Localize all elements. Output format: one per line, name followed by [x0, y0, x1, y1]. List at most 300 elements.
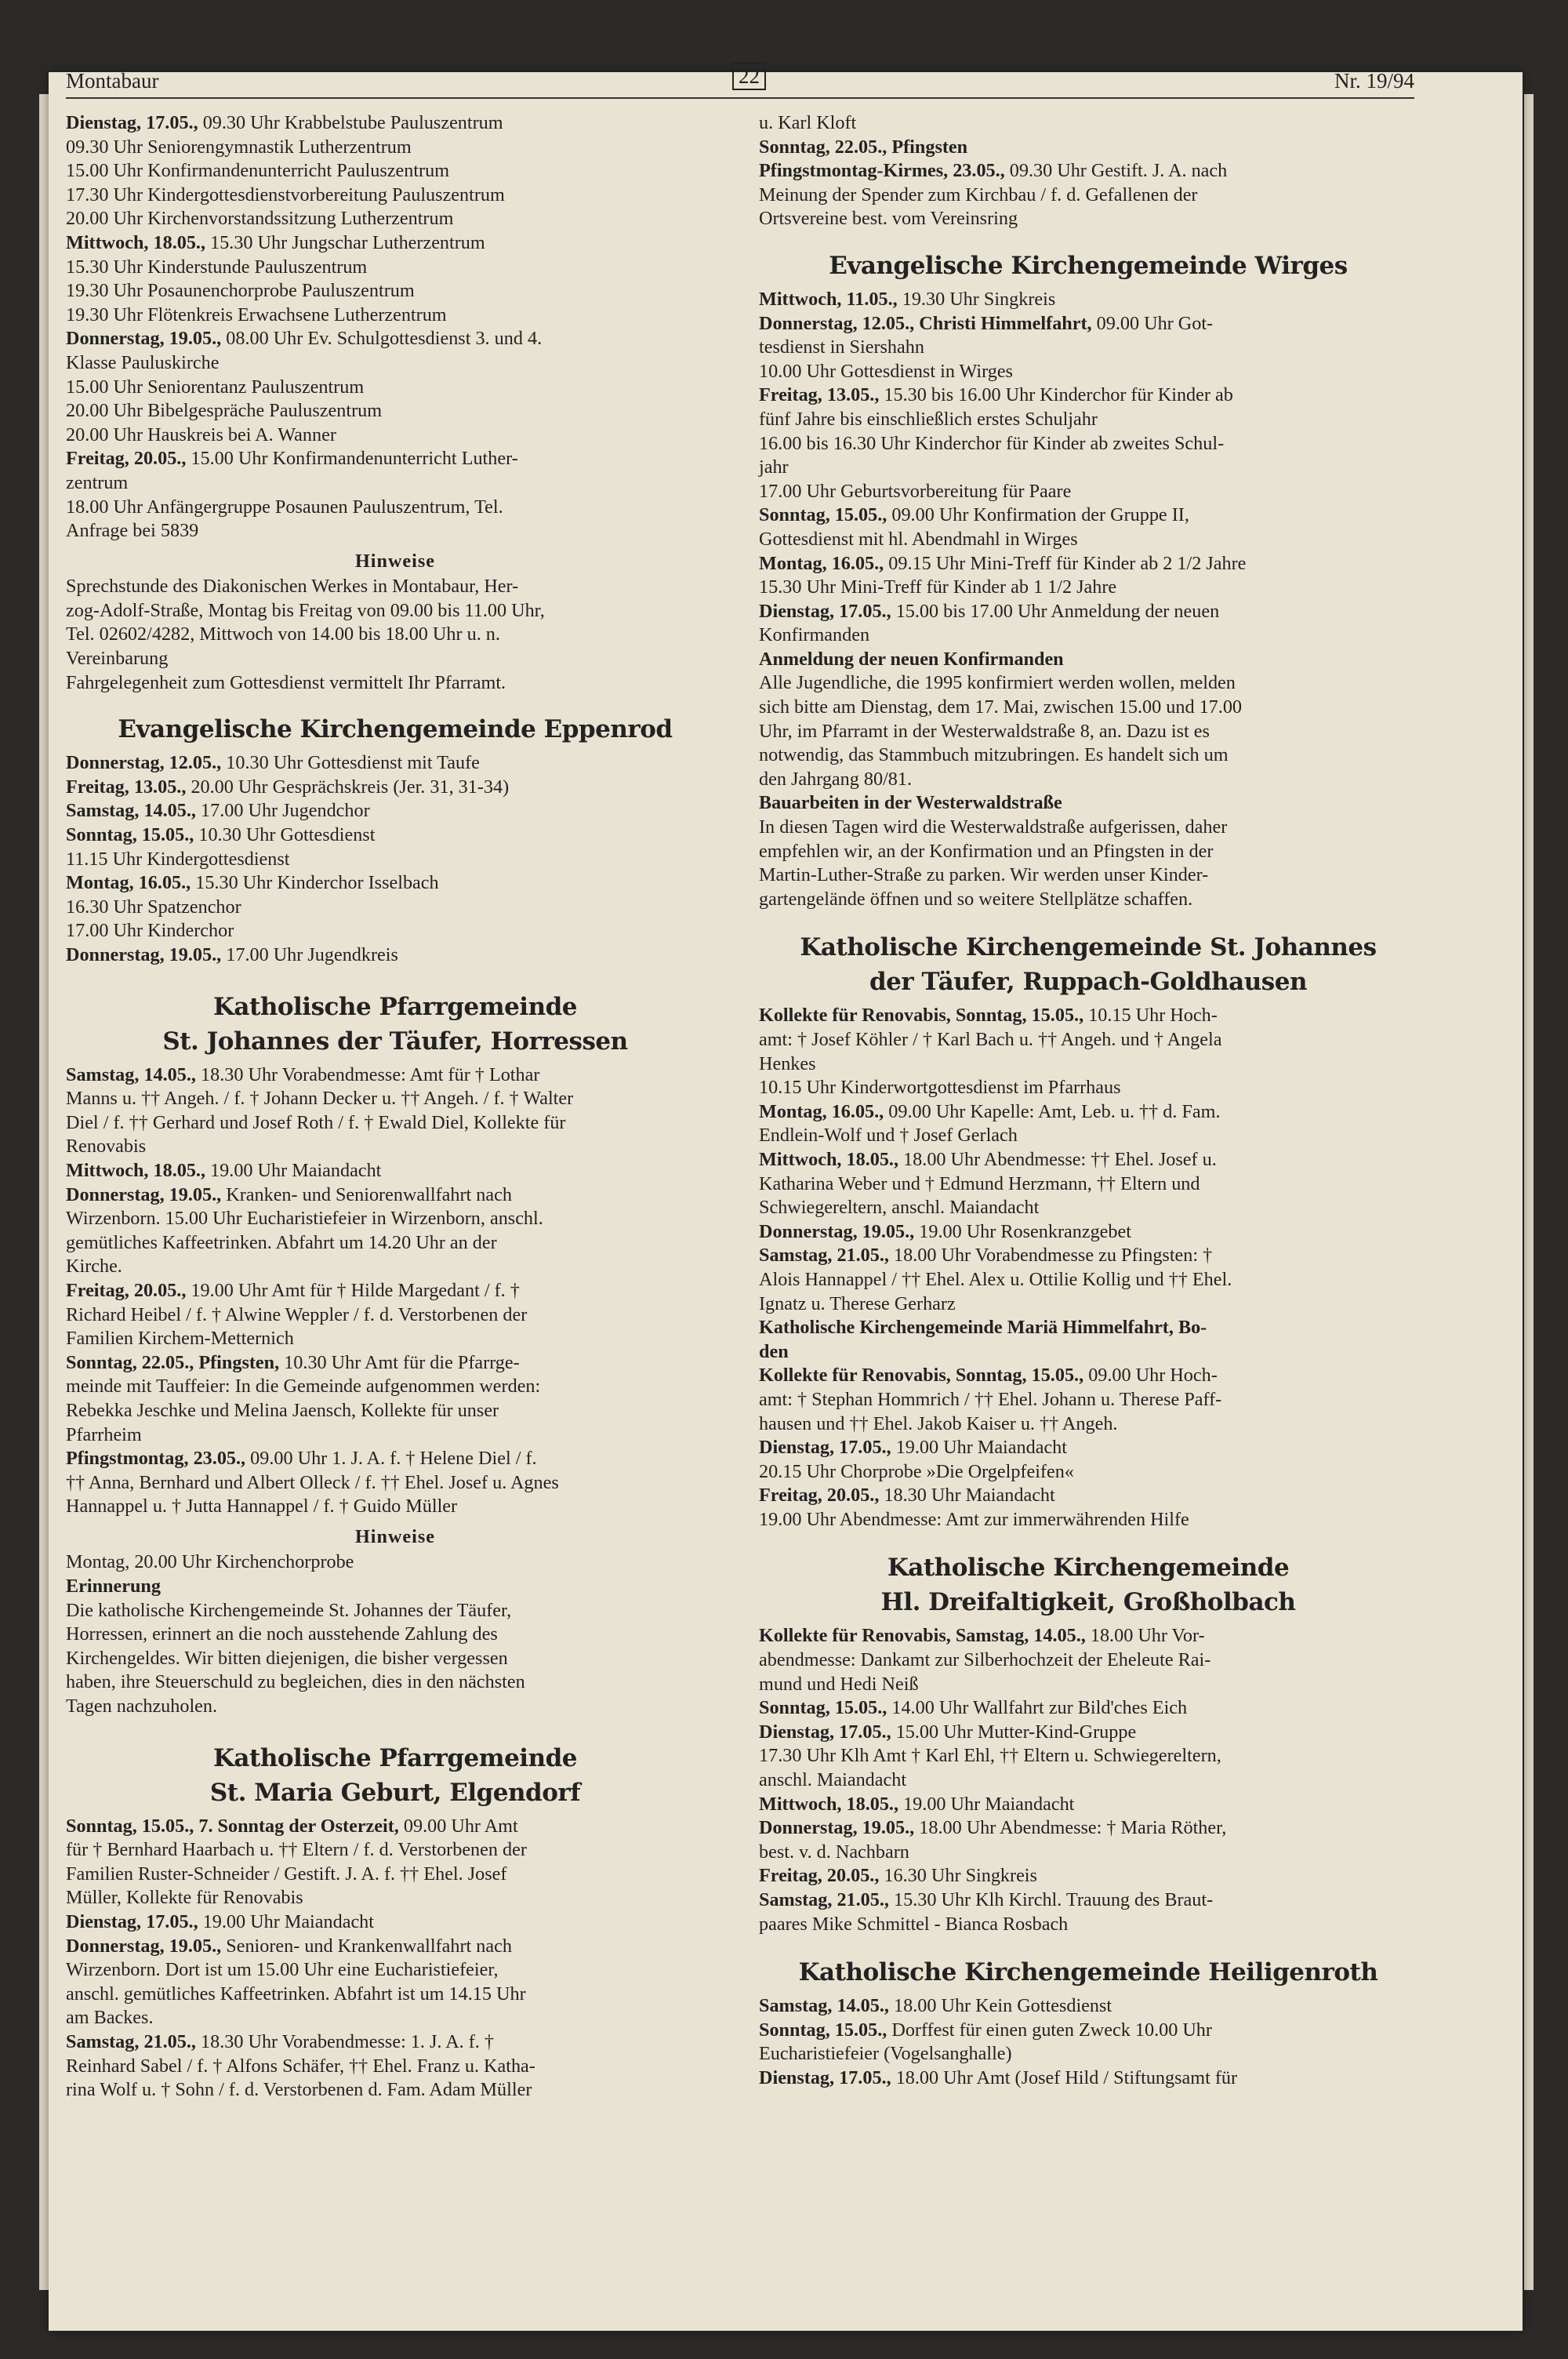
- entry-text: Schwiegereltern, anschl. Maiandacht: [759, 1197, 1040, 1219]
- text-line: [66, 848, 724, 872]
- schedule-block: [759, 1004, 1417, 1532]
- text-line: [759, 648, 1417, 672]
- text-line: [66, 1375, 724, 1399]
- text-line: [759, 1768, 1417, 1793]
- entry-text: Martin-Luther-Straße zu parken. Wir werden unser Kinder-: [759, 864, 1209, 886]
- entry-text: Familien Ruster-Schneider / Gestift. J. A. f. †† Ehel. Josef: [66, 1863, 507, 1885]
- schedule-block: [759, 111, 1417, 231]
- text-line: [759, 207, 1417, 231]
- text-line: [759, 1793, 1417, 1817]
- date-label: Mittwoch, 11.05.,: [759, 288, 898, 310]
- entry-text: 18.00 Uhr Anfängergruppe Posaunen Pauluszentrum, Tel.: [66, 496, 503, 518]
- text-line: [66, 1910, 724, 1935]
- date-label: Bauarbeiten in der Westerwaldstraße: [759, 792, 1062, 814]
- entry-text: 09.15 Uhr Mini-Treff für Kinder ab 2 1/2 Jahre: [884, 552, 1247, 574]
- text-line: [66, 1183, 724, 1208]
- header-rule: [66, 97, 1414, 99]
- entry-text: 19.00 Uhr Maiandacht: [891, 1437, 1067, 1459]
- text-line: [759, 623, 1417, 648]
- entry-text: Kranken- und Seniorenwallfahrt nach: [221, 1183, 512, 1205]
- date-label: Mittwoch, 18.05.,: [759, 1793, 899, 1815]
- text-line: [759, 1673, 1417, 1697]
- entry-text: 10.30 Uhr Amt für die Pfarrge-: [279, 1351, 520, 1373]
- entry-text: 09.30 Uhr Seniorengymnastik Lutherzentrum: [66, 136, 412, 158]
- entry-text: zog-Adolf-Straße, Montag bis Freitag von 09.00 bis 11.00 Uhr,: [66, 599, 545, 621]
- entry-text: Senioren- und Krankenwallfahrt nach: [221, 1935, 512, 1957]
- text-line: [759, 1148, 1417, 1172]
- entry-text: 17.00 Uhr Geburtsvorbereitung für Paare: [759, 480, 1072, 502]
- section-title: [66, 1741, 724, 1810]
- date-label: Samstag, 21.05.,: [759, 1245, 889, 1267]
- text-line: [759, 136, 1417, 160]
- text-line: [66, 279, 724, 304]
- text-line: [66, 919, 724, 943]
- entry-text: 09.00 Uhr Konfirmation der Gruppe II,: [887, 504, 1189, 526]
- text-line: [759, 184, 1417, 208]
- date-label: Donnerstag, 12.05.,: [66, 752, 222, 774]
- entry-text: 18.00 Uhr Amt (Josef Hild / Stiftungsamt für: [891, 2066, 1238, 2088]
- entry-text: mund und Hedi Neiß: [759, 1673, 919, 1695]
- text-line: [66, 671, 724, 696]
- section-title-line: Katholische Kirchengemeinde: [887, 1554, 1290, 1583]
- section-title: Katholische Kirchengemeinde Heiligenroth: [798, 1958, 1378, 1987]
- date-label: Freitag, 13.05.,: [759, 384, 880, 406]
- text-line: [759, 1100, 1417, 1125]
- entry-text: 19.30 Uhr Flötenkreis Erwachsene Lutherzentrum: [66, 304, 447, 325]
- schedule-block: [66, 751, 724, 967]
- entry-text: rina Wolf u. † Sohn / f. d. Verstorbenen d. Fam. Adam Müller: [66, 2079, 532, 2101]
- entry-text: 19.00 Uhr Maiandacht: [205, 1159, 382, 1181]
- date-label: Samstag, 14.05.,: [66, 800, 196, 822]
- text-line: [759, 743, 1417, 768]
- entry-text: 20.00 Uhr Hauskreis bei A. Wanner: [66, 423, 336, 445]
- text-line: [759, 1364, 1417, 1388]
- text-line: [66, 623, 724, 647]
- entry-text: 10.30 Uhr Gottesdienst mit Taufe: [221, 752, 480, 774]
- entry-text: Horressen, erinnert an die noch ausstehende Zahlung des: [66, 1623, 498, 1645]
- text-line: [759, 816, 1417, 840]
- date-label: Freitag, 20.05.,: [759, 1485, 880, 1507]
- entry-text: sich bitte am Dienstag, dem 17. Mai, zwischen 15.00 und 17.00: [759, 696, 1243, 718]
- entry-text: 19.00 Uhr Amt für † Hilde Margedant / f. †: [186, 1279, 520, 1301]
- entry-text: Gottesdienst mit hl. Abendmahl in Wirges: [759, 528, 1078, 550]
- text-line: [759, 383, 1417, 408]
- entry-text: 18.30 Uhr Vorabendmesse: 1. J. A. f. †: [195, 2030, 494, 2052]
- entry-text: 16.00 bis 16.30 Uhr Kinderchor für Kinder ab zweites Schul-: [759, 432, 1225, 454]
- entry-text: 15.30 Uhr Jungschar Lutherzentrum: [205, 231, 485, 253]
- text-line: [66, 1695, 724, 1719]
- text-line: [66, 599, 724, 623]
- text-line: [759, 1436, 1417, 1460]
- date-label: Samstag, 21.05.,: [759, 1889, 889, 1910]
- entry-text: best. v. d. Nachbarn: [759, 1841, 909, 1863]
- text-line: [759, 503, 1417, 528]
- date-label: Freitag, 20.05.,: [66, 1279, 187, 1301]
- text-line: [759, 1028, 1417, 1052]
- entry-text: 18.30 Uhr Vorabendmesse: Amt für † Lothar: [195, 1063, 540, 1085]
- text-line: [66, 1863, 724, 1887]
- entry-text: 15.00 Uhr Konfirmandenunterricht Luther-: [186, 448, 518, 470]
- section-title-line: Hl. Dreifaltigkeit, Großholbach: [880, 1588, 1296, 1617]
- entry-text: den Jahrgang 80/81.: [759, 768, 913, 790]
- text-line: [66, 1599, 724, 1623]
- section-title-line: Katholische Kirchengemeinde St. Johannes: [800, 933, 1377, 962]
- entry-text: 17.00 Uhr Jugendkreis: [221, 944, 398, 965]
- text-line: [759, 1388, 1417, 1412]
- text-line: [759, 791, 1417, 816]
- text-line: [66, 1623, 724, 1647]
- text-line: [66, 1303, 724, 1328]
- section-title: Evangelische Kirchengemeinde Eppenrod: [118, 715, 673, 744]
- header-issue: Nr. 19/94: [1334, 69, 1414, 93]
- entry-text: 19.30 Uhr Singkreis: [897, 288, 1056, 310]
- entry-text: anschl. Maiandacht: [759, 1769, 907, 1791]
- text-line: [66, 1670, 724, 1695]
- text-line: [66, 751, 724, 776]
- schedule-block: [66, 1063, 724, 1519]
- text-line: [66, 327, 724, 351]
- text-line: [759, 408, 1417, 432]
- entry-text: 15.30 bis 16.00 Uhr Kinderchor für Kinder ab: [879, 384, 1233, 406]
- entry-text: 15.30 Uhr Kinderstunde Pauluszentrum: [66, 256, 368, 278]
- entry-text: u. Karl Kloft: [759, 112, 857, 133]
- date-label: Montag, 16.05.,: [759, 552, 884, 574]
- date-label: Montag, 16.05.,: [759, 1100, 884, 1122]
- text-line: [66, 871, 724, 896]
- text-line: [66, 1087, 724, 1111]
- entry-text: empfehlen wir, an der Konfirmation und an Pfingsten in der: [759, 840, 1214, 862]
- text-line: [759, 1484, 1417, 1508]
- entry-text: gartengelände öffnen und so weitere Stellplätze schaffen.: [759, 888, 1193, 910]
- text-line: [66, 1447, 724, 1471]
- text-line: [66, 496, 724, 520]
- entry-text: Manns u. †† Angeh. / f. † Johann Decker u. †† Angeh. / f. † Walter: [66, 1088, 574, 1110]
- text-line: [66, 1159, 724, 1183]
- entry-text: 17.30 Uhr Kindergottesdienstvorbereitung Pauluszentrum: [66, 184, 505, 205]
- text-line: [759, 312, 1417, 336]
- text-line: [759, 1721, 1417, 1745]
- entry-text: 14.00 Uhr Wallfahrt zur Bild'ches Eich: [887, 1697, 1188, 1719]
- text-line: [66, 1983, 724, 2007]
- text-line: [759, 1412, 1417, 1437]
- entry-text: Vereinbarung: [66, 648, 169, 670]
- text-line: [66, 1647, 724, 1671]
- text-line: [759, 1696, 1417, 1721]
- text-line: [759, 456, 1417, 480]
- text-line: [66, 136, 724, 160]
- text-line: [759, 111, 1417, 136]
- text-line: [66, 1351, 724, 1376]
- entry-text: am Backes.: [66, 2007, 154, 2029]
- text-line: [66, 2030, 724, 2055]
- section-title-line: St. Johannes der Täufer, Horressen: [162, 1027, 628, 1056]
- entry-text: Reinhard Sabel / f. † Alfons Schäfer, †† Ehel. Franz u. Katha-: [66, 2055, 535, 2077]
- date-label: Sonntag, 15.05.,: [66, 824, 194, 846]
- entry-text: 20.15 Uhr Chorprobe »Die Orgelpfeifen«: [759, 1460, 1074, 1482]
- entry-text: abendmesse: Dankamt zur Silberhochzeit der Eheleute Rai-: [759, 1649, 1211, 1671]
- text-line: [66, 1838, 724, 1863]
- text-line: [759, 1460, 1417, 1485]
- text-line: [759, 288, 1417, 312]
- entry-text: hausen und †† Ehel. Jakob Kaiser u. †† Angeh.: [759, 1412, 1118, 1434]
- date-label: Samstag, 14.05.,: [759, 1995, 889, 2017]
- text-line: [759, 671, 1417, 696]
- text-line: [66, 2006, 724, 2030]
- entry-text: fünf Jahre bis einschließlich erstes Schuljahr: [759, 408, 1098, 430]
- text-line: [759, 1648, 1417, 1673]
- text-line: [759, 1292, 1417, 1317]
- entry-text: 16.30 Uhr Singkreis: [879, 1865, 1037, 1887]
- text-line: [759, 1864, 1417, 1888]
- text-line: [66, 647, 724, 671]
- right-column: [759, 111, 1417, 2091]
- date-label: Donnerstag, 19.05.,: [66, 944, 222, 965]
- text-line: [66, 1886, 724, 1910]
- entry-text: Anfrage bei 5839: [66, 520, 199, 542]
- entry-text: 16.30 Uhr Spatzenchor: [66, 896, 241, 918]
- entry-text: Tagen nachzuholen.: [66, 1696, 218, 1717]
- entry-text: †† Anna, Bernhard und Albert Olleck / f. †† Ehel. Josef u. Agnes: [66, 1471, 559, 1493]
- entry-text: Wirzenborn. 15.00 Uhr Eucharistiefeier in Wirzenborn, anschl.: [66, 1208, 543, 1230]
- entry-text: 17.00 Uhr Jugendchor: [195, 800, 370, 822]
- text-line: [66, 776, 724, 800]
- date-label: Dienstag, 17.05.,: [759, 1721, 891, 1743]
- text-line: [66, 896, 724, 920]
- text-line: [759, 1816, 1417, 1841]
- entry-text: amt: † Josef Köhler / † Karl Bach u. †† Angeh. und † Angela: [759, 1029, 1222, 1050]
- entry-text: 10.15 Uhr Kinderwortgottesdienst im Pfarrhaus: [759, 1077, 1121, 1099]
- text-line: [66, 1550, 724, 1575]
- schedule-block: [759, 1994, 1417, 2090]
- entry-text: Kirchengeldes. Wir bitten diejenigen, die bisher vergessen: [66, 1647, 508, 1669]
- entry-text: Tel. 02602/4282, Mittwoch von 14.00 bis 18.00 Uhr u. n.: [66, 623, 500, 645]
- entry-text: Rebekka Jeschke und Melina Jaensch, Kollekte für unser: [66, 1399, 499, 1421]
- entry-text: paares Mike Schmittel - Bianca Rosbach: [759, 1913, 1069, 1935]
- entry-text: Klasse Pauluskirche: [66, 351, 220, 373]
- entry-text: Familien Kirchem-Metternich: [66, 1328, 294, 1350]
- date-label: Katholische Kirchengemeinde Mariä Himmelfahrt, Bo-: [759, 1317, 1207, 1339]
- entry-text: 18.00 Uhr Kein Gottesdienst: [888, 1995, 1112, 2017]
- entry-text: 20.00 Uhr Bibelgespräche Pauluszentrum: [66, 400, 383, 422]
- entry-text: Uhr, im Pfarramt in der Westerwaldstraße 8, an. Dazu ist es: [759, 720, 1210, 742]
- date-label: Dienstag, 17.05.,: [759, 2066, 891, 2088]
- date-label: Kollekte für Renovabis, Sonntag, 15.05.,: [759, 1005, 1084, 1027]
- entry-text: 19.00 Uhr Rosenkranzgebet: [914, 1220, 1131, 1242]
- text-line: [66, 2078, 724, 2103]
- entry-text: 15.30 Uhr Mini-Treff für Kinder ab 1 1/2 Jahre: [759, 576, 1117, 598]
- text-line: [759, 480, 1417, 504]
- section-title: [66, 990, 724, 1059]
- text-line: [66, 1279, 724, 1303]
- text-line: [66, 256, 724, 280]
- entry-text: für † Bernhard Haarbach u. †† Eltern / f. d. Verstorbenen der: [66, 1839, 527, 1861]
- entry-text: 09.00 Uhr 1. J. A. f. † Helene Diel / f.: [245, 1448, 537, 1470]
- entry-text: Katharina Weber und † Edmund Herzmann, †† Eltern und: [759, 1172, 1200, 1194]
- entry-text: 18.30 Uhr Maiandacht: [879, 1485, 1055, 1507]
- page-edge-right: [1524, 94, 1534, 2290]
- text-line: [66, 575, 724, 599]
- entry-text: Ignatz u. Therese Gerharz: [759, 1292, 956, 1314]
- text-line: [66, 471, 724, 496]
- text-line: [66, 1495, 724, 1519]
- text-line: [66, 1255, 724, 1279]
- schedule-block: [759, 288, 1417, 911]
- left-column: [66, 111, 724, 2103]
- entry-text: 08.00 Uhr Ev. Schulgottesdienst 3. und 4.: [221, 328, 543, 350]
- notice-block: [66, 575, 724, 695]
- date-label: Mittwoch, 18.05.,: [759, 1148, 899, 1170]
- date-label: Pfingstmontag, 23.05.,: [66, 1448, 246, 1470]
- text-line: [759, 1340, 1417, 1365]
- date-label: Sonntag, 22.05., Pfingsten,: [66, 1351, 280, 1373]
- text-line: [66, 2055, 724, 2079]
- text-line: [759, 1888, 1417, 1913]
- date-label: Dienstag, 17.05.,: [66, 1911, 198, 1932]
- text-line: [759, 2066, 1417, 2091]
- entry-text: 11.15 Uhr Kindergottesdienst: [66, 848, 290, 870]
- date-label: Sonntag, 15.05.,: [759, 504, 887, 526]
- text-line: [66, 304, 724, 328]
- header-page-number: 22: [732, 63, 766, 90]
- text-line: [759, 1052, 1417, 1077]
- text-line: [66, 399, 724, 423]
- text-line: [759, 768, 1417, 792]
- entry-text: 18.00 Uhr Vorabendmesse zu Pfingsten: †: [888, 1245, 1213, 1267]
- date-label: Sonntag, 22.05., Pfingsten: [759, 136, 968, 158]
- text-line: [66, 1111, 724, 1136]
- text-line: [759, 1220, 1417, 1245]
- entry-text: amt: † Stephan Hommrich / †† Ehel. Johann u. Therese Paff-: [759, 1388, 1222, 1410]
- text-line: [66, 207, 724, 231]
- date-label: Donnerstag, 19.05.,: [66, 1935, 222, 1957]
- text-line: [66, 1399, 724, 1423]
- entry-text: meinde mit Tauffeier: In die Gemeinde aufgenommen werden:: [66, 1376, 541, 1398]
- entry-text: Diel / f. †† Gerhard und Josef Roth / f. † Ewald Diel, Kollekte für: [66, 1111, 566, 1133]
- entry-text: tesdienst in Siershahn: [759, 336, 924, 358]
- text-line: [66, 1958, 724, 1983]
- text-line: [759, 1744, 1417, 1768]
- entry-text: 19.00 Uhr Abendmesse: Amt zur immerwährenden Hilfe: [759, 1508, 1189, 1530]
- entry-text: Hannappel u. † Jutta Hannappel / f. † Guido Müller: [66, 1496, 458, 1518]
- entry-text: 10.00 Uhr Gottesdienst in Wirges: [759, 360, 1013, 382]
- entry-text: Müller, Kollekte für Renovabis: [66, 1887, 303, 1909]
- text-line: [759, 1196, 1417, 1220]
- text-line: [759, 1994, 1417, 2019]
- entry-text: Die katholische Kirchengemeinde St. Johannes der Täufer,: [66, 1599, 512, 1621]
- date-label: Dienstag, 17.05.,: [759, 600, 891, 622]
- entry-text: Ortsvereine best. vom Vereinsring: [759, 208, 1018, 230]
- text-line: [66, 519, 724, 543]
- text-line: [759, 1172, 1417, 1197]
- date-label: Montag, 16.05.,: [66, 872, 191, 894]
- entry-text: Montag, 20.00 Uhr Kirchenchorprobe: [66, 1551, 354, 1573]
- entry-text: 10.30 Uhr Gottesdienst: [194, 824, 376, 846]
- date-label: Pfingstmontag-Kirmes, 23.05.,: [759, 160, 1005, 182]
- entry-text: 19.00 Uhr Maiandacht: [198, 1911, 374, 1932]
- entry-text: zentrum: [66, 471, 129, 493]
- text-line: [759, 528, 1417, 552]
- text-line: [66, 231, 724, 256]
- text-line: [759, 2042, 1417, 2066]
- date-label: Kollekte für Renovabis, Sonntag, 15.05.,: [759, 1365, 1084, 1387]
- text-line: [66, 1063, 724, 1088]
- date-label: Anmeldung der neuen Konfirmanden: [759, 648, 1064, 670]
- text-line: [759, 840, 1417, 864]
- schedule-block: [66, 111, 724, 543]
- text-line: [759, 720, 1417, 744]
- entry-text: Renovabis: [66, 1136, 147, 1158]
- text-line: [66, 351, 724, 376]
- entry-text: anschl. gemütliches Kaffeetrinken. Abfahrt ist um 14.15 Uhr: [66, 1983, 526, 2005]
- entry-text: 20.00 Uhr Kirchenvorstandssitzung Lutherzentrum: [66, 208, 454, 230]
- date-label: Donnerstag, 19.05.,: [66, 328, 222, 350]
- text-line: [759, 1076, 1417, 1100]
- section-title: Evangelische Kirchengemeinde Wirges: [829, 251, 1348, 280]
- section-title-line: der Täufer, Ruppach-Goldhausen: [869, 968, 1307, 997]
- text-line: [66, 1815, 724, 1839]
- entry-text: 19.00 Uhr Maiandacht: [898, 1793, 1075, 1815]
- text-line: [759, 552, 1417, 576]
- entry-text: Pfarrheim: [66, 1423, 142, 1445]
- text-line: [759, 1508, 1417, 1532]
- date-label: Sonntag, 15.05., 7. Sonntag der Osterzeit,: [66, 1815, 399, 1837]
- date-label: Mittwoch, 18.05.,: [66, 231, 206, 253]
- entry-text: 09.00 Uhr Hoch-: [1083, 1365, 1218, 1387]
- text-line: [759, 600, 1417, 624]
- text-line: [66, 111, 724, 136]
- entry-text: 09.00 Uhr Kapelle: Amt, Leb. u. †† d. Fam.: [884, 1100, 1221, 1122]
- entry-text: In diesen Tagen wird die Westerwaldstraße aufgerissen, daher: [759, 816, 1228, 838]
- page-header: [66, 64, 1414, 100]
- entry-text: 18.00 Uhr Abendmesse: † Maria Röther,: [914, 1817, 1227, 1839]
- entry-text: Endlein-Wolf und † Josef Gerlach: [759, 1125, 1018, 1147]
- entry-text: Alle Jugendliche, die 1995 konfirmiert werden wollen, melden: [759, 672, 1236, 694]
- section-title: [759, 930, 1417, 999]
- text-line: [759, 1913, 1417, 1937]
- schedule-block: [759, 1624, 1417, 1936]
- date-label: Sonntag, 15.05.,: [759, 1697, 887, 1719]
- date-label: Donnerstag, 19.05.,: [66, 1183, 222, 1205]
- date-label: den: [759, 1340, 789, 1362]
- date-label: Kollekte für Renovabis, Samstag, 14.05.,: [759, 1625, 1086, 1647]
- entry-text: 15.00 Uhr Mutter-Kind-Gruppe: [891, 1721, 1137, 1743]
- date-label: Sonntag, 15.05.,: [759, 2019, 887, 2041]
- date-label: Donnerstag, 19.05.,: [759, 1817, 915, 1839]
- text-line: [759, 1624, 1417, 1648]
- entry-text: 09.00 Uhr Got-: [1091, 312, 1214, 334]
- entry-text: Wirzenborn. Dort ist um 15.00 Uhr eine Eucharistiefeier,: [66, 1959, 499, 1981]
- entry-text: Fahrgelegenheit zum Gottesdienst vermittelt Ihr Pfarramt.: [66, 671, 506, 693]
- date-label: Dienstag, 17.05.,: [759, 1437, 891, 1459]
- entry-text: Dorffest für einen guten Zweck 10.00 Uhr: [887, 2019, 1212, 2041]
- text-line: [66, 447, 724, 471]
- entry-text: Alois Hannappel / †† Ehel. Alex u. Ottilie Kollig und †† Ehel.: [759, 1268, 1232, 1290]
- text-line: [66, 1231, 724, 1256]
- text-line: [66, 423, 724, 448]
- text-line: [66, 376, 724, 400]
- text-line: [66, 159, 724, 184]
- text-line: [759, 159, 1417, 184]
- text-line: [759, 1244, 1417, 1268]
- entry-text: haben, ihre Steuerschuld zu begleichen, dies in den nächsten: [66, 1671, 525, 1693]
- text-line: [759, 888, 1417, 912]
- entry-text: 09.00 Uhr Amt: [398, 1815, 518, 1837]
- entry-text: 10.15 Uhr Hoch-: [1083, 1005, 1218, 1027]
- entry-text: 15.30 Uhr Klh Kirchl. Trauung des Braut-: [888, 1889, 1214, 1910]
- page-edge-left: [39, 94, 49, 2290]
- text-line: [759, 1268, 1417, 1292]
- text-line: [66, 799, 724, 823]
